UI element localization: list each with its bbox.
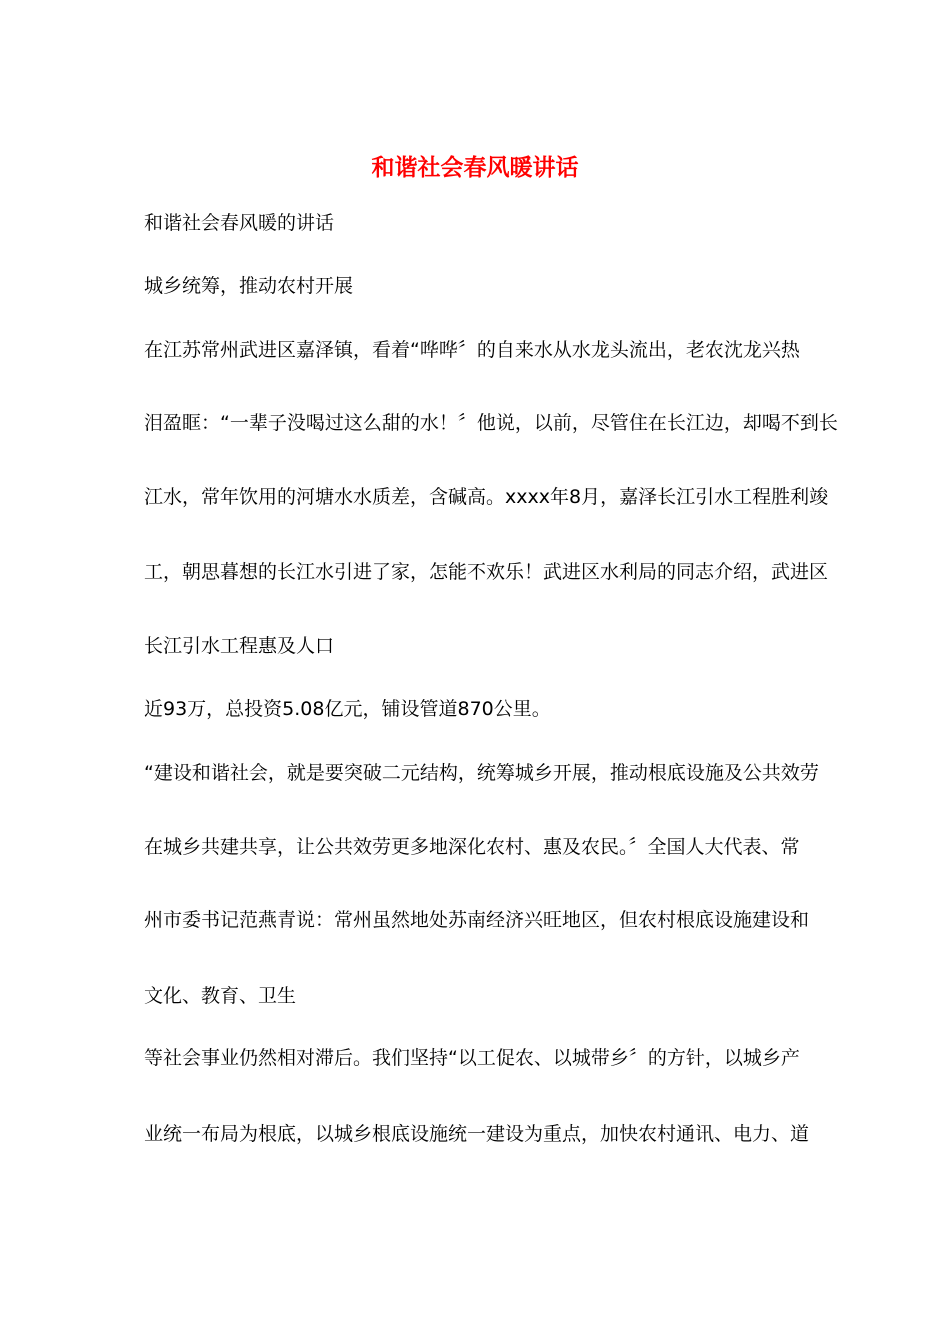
subheading-line: 城乡统筹，推动农村开展 [144,275,354,297]
body-line: 州市委书记范燕青说：常州虽然地处苏南经济兴旺地区，但农村根底设施建设和 [144,909,810,931]
document-title: 和谐社会春风暖讲话 [371,154,579,181]
body-line: 在江苏常州武进区嘉泽镇，看着“哗哗〞的自来水从水龙头流出，老农沈龙兴热 [144,339,800,361]
body-line: 长江引水工程惠及人口 [144,635,335,657]
heading-line: 和谐社会春风暖的讲话 [144,212,335,234]
body-line: “建设和谐社会，就是要突破二元结构，统筹城乡开展，推动根底设施及公共效劳 [144,762,819,784]
body-line: 近93万，总投资5.08亿元，铺设管道870公里。 [144,698,551,720]
body-line: 泪盈眶：“一辈子没喝过这么甜的水！〞他说，以前，尽管住在长江边，却喝不到长 [144,412,838,434]
body-line: 工，朝思暮想的长江水引进了家，怎能不欢乐！武进区水利局的同志介绍，武进区 [144,561,829,583]
body-line: 等社会事业仍然相对滞后。我们坚持“以工促农、以城带乡〞的方针，以城乡产 [144,1047,800,1069]
body-line: 江水，常年饮用的河塘水水质差，含碱高。xxxx年8月，嘉泽长江引水工程胜利竣 [144,486,829,508]
body-line: 文化、教育、卫生 [144,985,297,1007]
body-line: 在城乡共建共享，让公共效劳更多地深化农村、惠及农民。〞全国人大代表、常 [144,836,800,858]
body-line: 业统一布局为根底，以城乡根底设施统一建设为重点，加快农村通讯、电力、道 [144,1123,810,1145]
